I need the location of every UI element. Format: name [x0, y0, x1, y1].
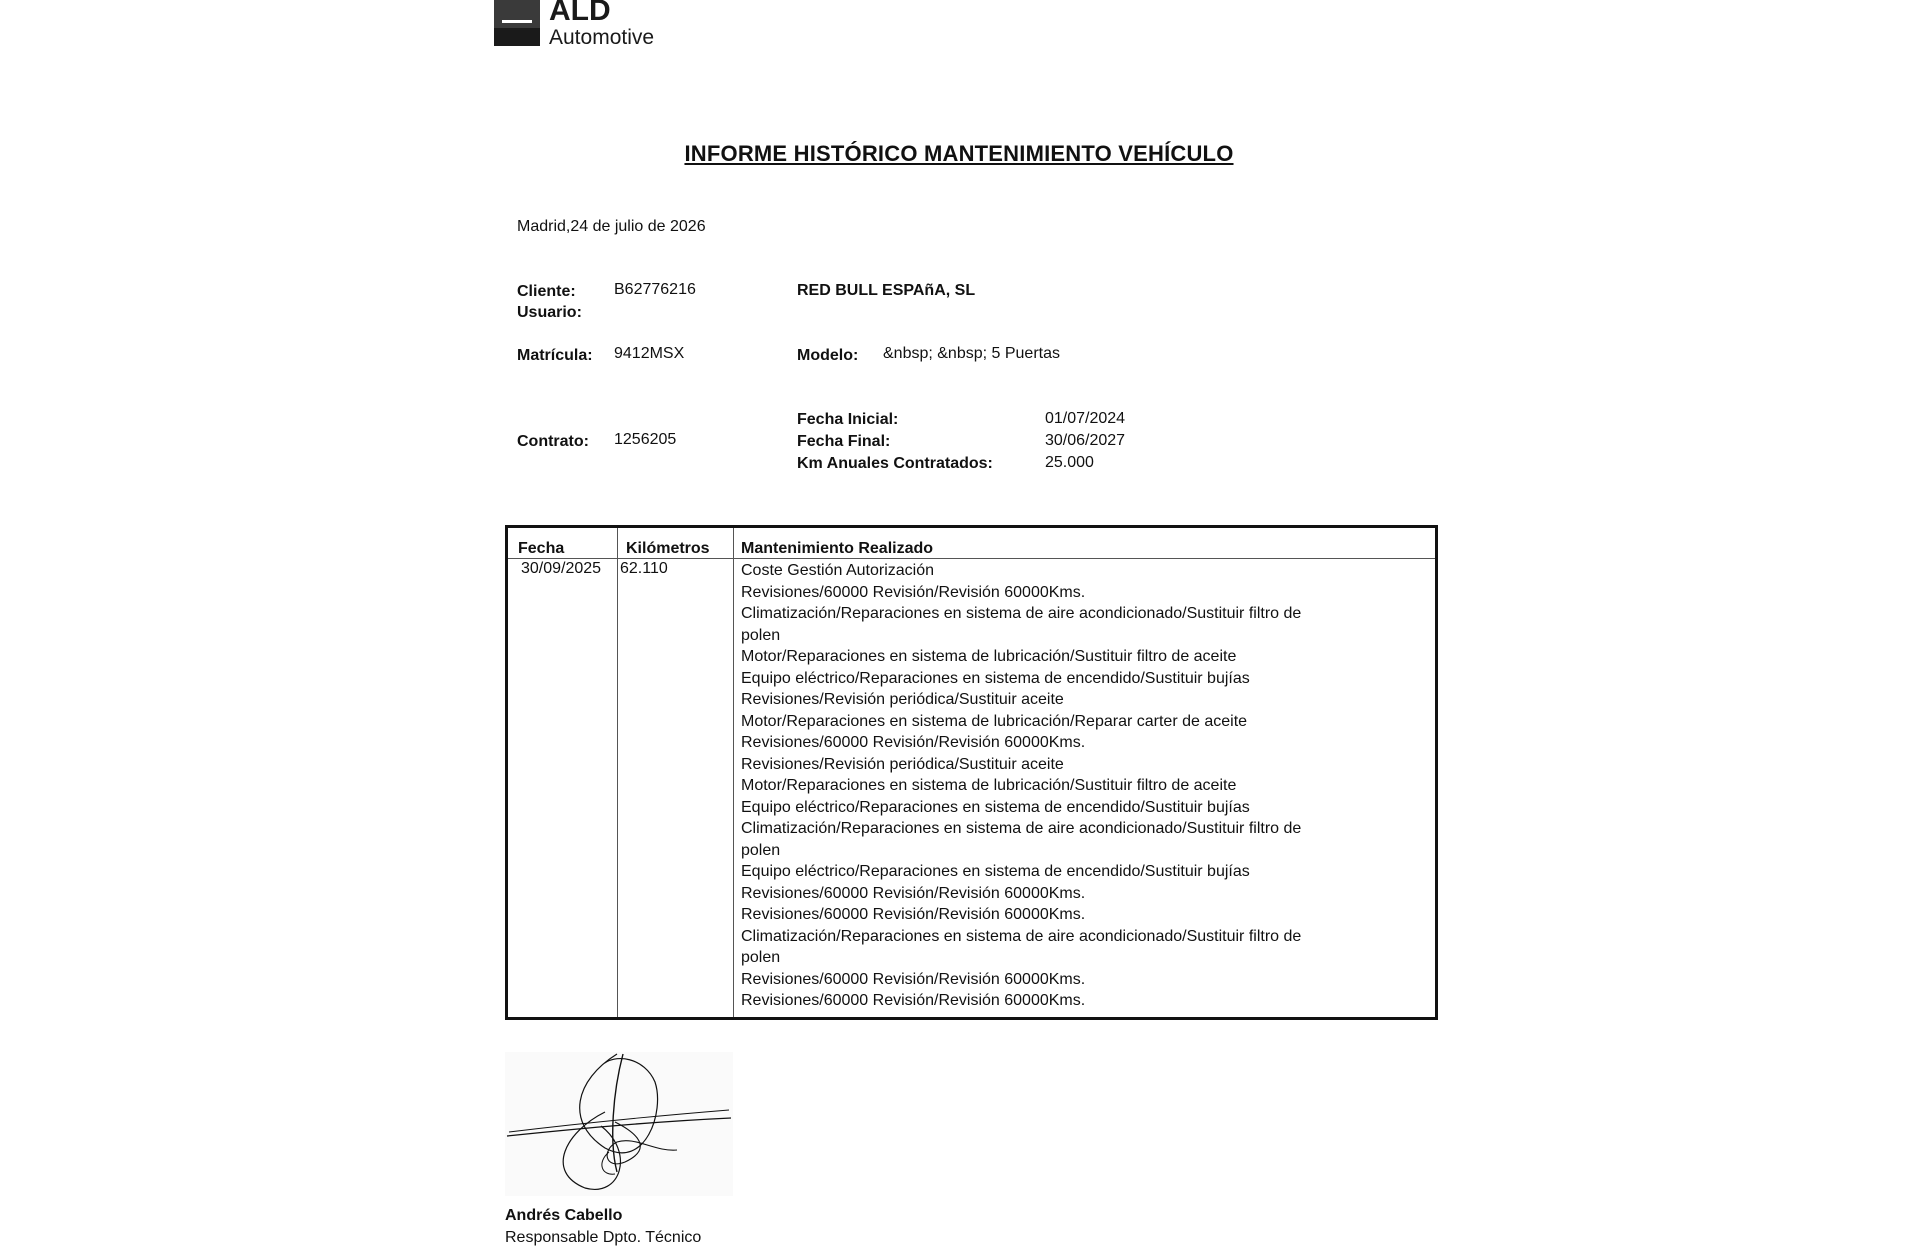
maintenance-line: Motor/Reparaciones en sistema de lubricación/Reparar carter de aceite: [741, 712, 1248, 730]
matricula-label: Matrícula:: [517, 347, 593, 364]
maintenance-line: polen: [741, 626, 781, 644]
maintenance-line: Coste Gestión Autorización: [741, 562, 934, 579]
maintenance-line: Equipo eléctrico/Reparaciones en sistema de encendido/Sustituir bujías: [741, 798, 1250, 816]
maintenance-line: Motor/Reparaciones en sistema de lubricación/Sustituir filtro de aceite: [741, 648, 1237, 665]
maintenance-line: Revisiones/Revisión periódica/Sustituir aceite: [741, 691, 1064, 708]
modelo-value: &nbsp; &nbsp; 5 Puertas: [883, 345, 1060, 362]
maintenance-line: Equipo eléctrico/Reparaciones en sistema de encendido/Sustituir bujías: [741, 863, 1250, 880]
maintenance-line: Climatización/Reparaciones en sistema de aire acondicionado/Sustituir filtro de: [741, 820, 1302, 837]
maintenance-line: Revisiones/60000 Revisión/Revisión 60000Kms.: [741, 884, 1086, 902]
place-text: Madrid,: [517, 218, 571, 235]
company-logo: [494, 0, 672, 50]
fecha-inicial-label: Fecha Inicial:: [797, 411, 899, 428]
km-anuales-label: Km Anuales Contratados:: [797, 455, 993, 472]
maintenance-line: polen: [741, 841, 781, 859]
fecha-inicial-value: 01/07/2024: [1045, 410, 1126, 427]
km-anuales-value: 25.000: [1045, 454, 1094, 471]
maintenance-table: [505, 525, 1438, 1020]
maintenance-line: Revisiones/60000 Revisión/Revisión 60000Kms.: [741, 734, 1086, 751]
maintenance-line: Revisiones/60000 Revisión/Revisión 60000Kms.: [741, 970, 1086, 988]
fecha-final-value: 30/06/2027: [1045, 432, 1126, 449]
header-mantenimiento: Mantenimiento Realizado: [741, 540, 934, 557]
maintenance-line: Revisiones/Revisión periódica/Sustituir aceite: [741, 755, 1064, 773]
matricula-value: 9412MSX: [614, 345, 685, 362]
row-fecha: 30/09/2025: [521, 560, 602, 577]
signature: [505, 1052, 733, 1196]
logo-mark-icon: [494, 0, 540, 46]
row-kilometros: 62.110: [620, 560, 668, 577]
maintenance-line: Revisiones/60000 Revisión/Revisión 60000Kms.: [741, 583, 1086, 601]
maintenance-line: Motor/Reparaciones en sistema de lubricación/Sustituir filtro de aceite: [741, 777, 1237, 794]
document-title: INFORME HISTÓRICO MANTENIMIENTO VEHÍCULO: [684, 141, 1234, 166]
header-fecha: Fecha: [518, 540, 565, 557]
maintenance-line: Revisiones/60000 Revisión/Revisión 60000Kms.: [741, 906, 1086, 923]
fecha-final-label: Fecha Final:: [797, 433, 891, 450]
cliente-nombre: RED BULL ESPAñA, SL: [797, 282, 976, 299]
maintenance-line: Climatización/Reparaciones en sistema de aire acondicionado/Sustituir filtro de: [741, 605, 1302, 622]
header-kilometros: Kilómetros: [626, 540, 710, 557]
signatory-role: Responsable Dpto. Técnico: [505, 1229, 702, 1246]
signatory-name: Andrés Cabello: [505, 1207, 623, 1224]
maintenance-line: Equipo eléctrico/Reparaciones en sistema de encendido/Sustituir bujías: [741, 669, 1250, 687]
date-text: 24 de julio de 2026: [570, 218, 706, 235]
usuario-label: Usuario:: [517, 304, 582, 321]
logo-subtitle: Automotive: [549, 26, 655, 49]
maintenance-line: polen: [741, 949, 781, 966]
contrato-label: Contrato:: [517, 433, 589, 450]
cliente-id: B62776216: [614, 281, 696, 298]
modelo-label: Modelo:: [797, 347, 859, 364]
date-line: [517, 218, 706, 236]
contrato-value: 1256205: [614, 431, 677, 448]
maintenance-lines: [741, 560, 1301, 1012]
cliente-label: Cliente:: [517, 283, 576, 300]
logo-title: ALD: [549, 0, 611, 27]
maintenance-line: Revisiones/60000 Revisión/Revisión 60000Kms.: [741, 992, 1086, 1009]
maintenance-line: Climatización/Reparaciones en sistema de aire acondicionado/Sustituir filtro de: [741, 927, 1302, 945]
